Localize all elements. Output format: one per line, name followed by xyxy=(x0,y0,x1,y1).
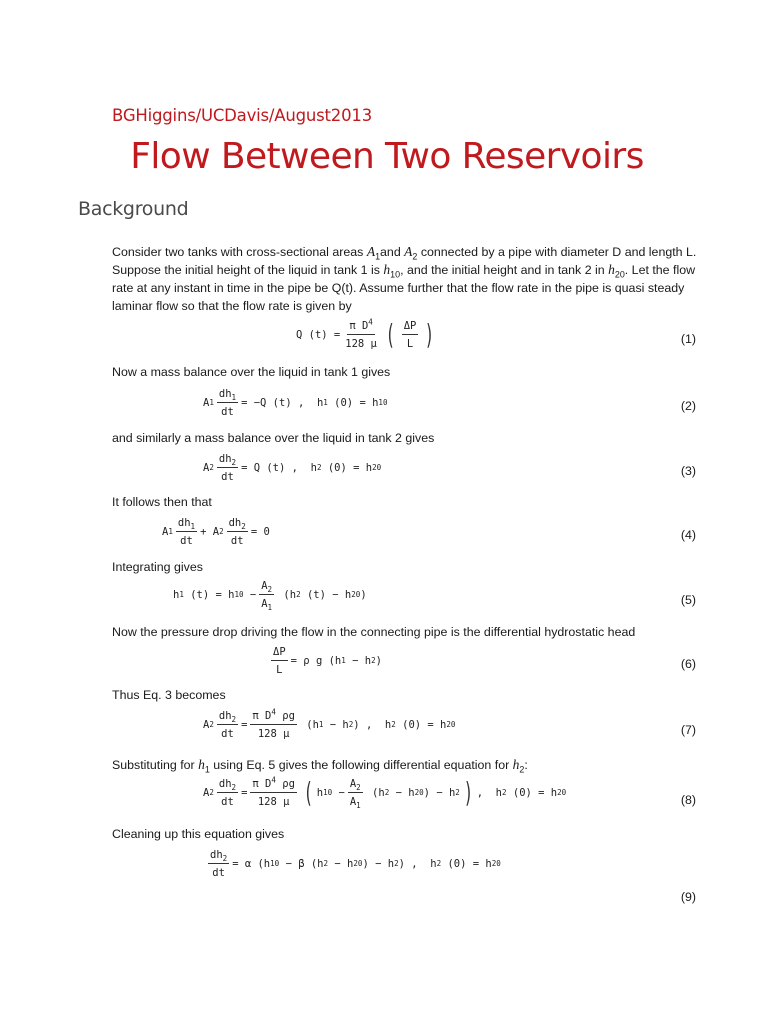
equation-number-1: (1) xyxy=(680,332,696,346)
paragraph-integrating: Integrating gives xyxy=(112,560,203,574)
section-heading: Background xyxy=(78,198,189,220)
equation-number-7: (7) xyxy=(680,723,696,737)
equation-2: A 1 $\frac{dh_1}{dt}$ = −Q (t) , h 1 (0) = h 10 xyxy=(203,388,388,418)
paragraph-mass-balance-2: and similarly a mass balance over the liquid in tank 2 gives xyxy=(112,431,435,445)
equation-6: $\frac{\Delta P}{L}$ = ρ g (h 1 − h 2 ) xyxy=(273,646,382,676)
paragraph-pressure-drop: Now the pressure drop driving the flow in the connecting pipe is the differential hydrostatic head xyxy=(112,625,636,639)
equation-3: A 2 $\frac{dh_2}{dt}$ = Q (t) , h 2 (0) = h 20 xyxy=(203,453,382,483)
page-title: Flow Between Two Reservoirs xyxy=(130,136,644,177)
equation-number-5: (5) xyxy=(680,593,696,607)
paragraph-mass-balance-1: Now a mass balance over the liquid in tank 1 gives xyxy=(112,365,391,379)
paragraph-cleaning-up: Cleaning up this equation gives xyxy=(112,827,285,841)
equation-4: A 1 $\frac{dh_1}{dt}$ + A 2 $\frac{dh_2}{dt}$ = 0 xyxy=(162,517,270,547)
equation-number-3: (3) xyxy=(680,464,696,478)
paragraph-eq3-becomes: Thus Eq. 3 becomes xyxy=(112,688,226,702)
equation-9: $\frac{dh_2}{dt}$ = α (h 10 − β (h 2 − h 20 ) − h 2 ) , h 2 (0) = h 20 xyxy=(210,849,501,879)
equation-number-8: (8) xyxy=(680,793,696,807)
intro-paragraph: Consider two tanks with cross-sectional areas $A_1and$ $A_2$ connected by a pipe with diameter D and length L. Suppose the initial height of the liquid in tank 1 is $h_{10}$, and the initial height and in tank 2 in $h_{20}$. Let the flow rate at any instant in time in the pipe be Q(t). Assume further that the flow rate in the pipe is quasi steady laminar flow so that the flow rate is given by xyxy=(112,244,697,313)
author-line: BGHiggins/UCDavis/August2013 xyxy=(112,106,373,125)
paragraph-substituting: Substituting for $h_1$ using Eq. 5 gives the following differential equation for $h_2$: xyxy=(112,757,528,775)
paragraph-follows: It follows then that xyxy=(112,495,212,509)
equation-8: A 2 $\frac{dh_2}{dt}$ = $\frac{\pi D^4 \rho g}{128 \mu}$ ( h 10 − $\frac{A_2}{A_1}$ ( h 2 − h 20 ) − h 2 ) , h 2 (0) = h 20 xyxy=(203,775,567,811)
equation-7: A 2 $\frac{dh_2}{dt}$ = $\frac{\pi D^4 \rho g}{128 \mu}$ ( h 1 − h 2 ) , h 2 (0) = h 20 xyxy=(203,707,456,740)
equation-number-9: (9) xyxy=(680,890,696,904)
equation-number-6: (6) xyxy=(680,657,696,671)
equation-1: Q (t) = $\frac{\pi D^4}{128 \mu}$ ( $\frac{\Delta P}{L}$ ) xyxy=(296,317,435,351)
equation-number-4: (4) xyxy=(680,528,696,542)
equation-5: h 1 (t) = h 10 − $\frac{A_2}{A_1}$ ( h 2 (t) − h 20 ) xyxy=(173,580,367,613)
equation-number-2: (2) xyxy=(680,399,696,413)
